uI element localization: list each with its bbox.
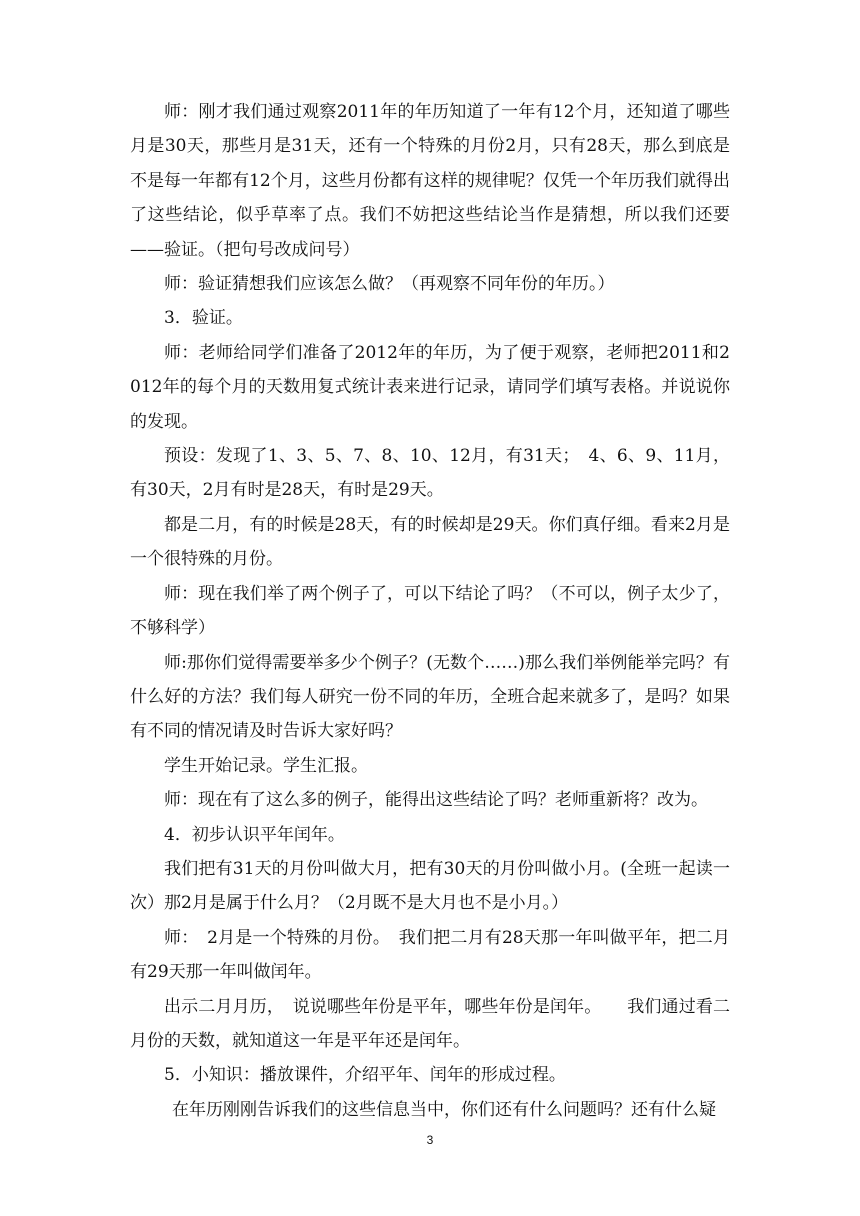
paragraph-conclusion-change: 师：现在有了这么多的例子，能得出这些结论了吗？老师重新将？改为。 xyxy=(164,790,708,811)
section-heading-leap-year: 4．初步认识平年闰年。 xyxy=(164,824,345,845)
paragraph-more-questions: 在年历刚刚告诉我们的这些信息当中，你们还有什么问题吗？还有什么疑 xyxy=(172,1099,716,1120)
paragraph-february-special: 都是二月，有的时候是28天，有的时候却是29天。你们真仔细。看来2月是一个很特殊的月份。 xyxy=(130,514,730,570)
paragraph-february-calendar: 出示二月月历， 说说哪些年份是平年，哪些年份是闰年。 我们通过看二月份的天数，就知道这一年是平年还是闰年。 xyxy=(130,996,730,1051)
paragraph-common-leap-definition: 师： 2月是一个特殊的月份。 我们把二月有28天那一年叫做平年，把二月有29天那一年叫做闰年。 xyxy=(130,927,730,983)
section-heading-knowledge: 5．小知识：播放课件，介绍平年、闰年的形成过程。 xyxy=(164,1065,566,1086)
paragraph-preset-findings: 预设：发现了1、3、5、7、8、10、12月，有31天； 4、6、9、11月，有30天，2月有时是28天，有时是29天。 xyxy=(130,446,730,501)
page-number: 3 xyxy=(426,1133,434,1147)
document-body xyxy=(130,95,730,1127)
paragraph-two-examples: 师：现在我们举了两个例子了，可以下结论了吗？（不可以，例子太少了，不够科学） xyxy=(130,583,730,639)
paragraph-students-record: 学生开始记录。学生汇报。 xyxy=(164,755,368,776)
paragraph-teacher-intro: 师：刚才我们通过观察2011年的年历知道了一年有12个月，还知道了哪些月是30天，那些月是31天，还有一个特殊的月份2月，只有28天，那么到底是不是每一年都有12个月，这些月份都有这样的规律呢？仅凭一个年历我们就得出了这些结论，似乎草率了点。我们不妨把这些结论当作是猜想，所以我们还要——验证。（把句号改成问号） xyxy=(130,102,730,260)
section-heading-verify: 3．验证。 xyxy=(164,308,243,329)
paragraph-verify-question: 师：验证猜想我们应该怎么做？（再观察不同年份的年历。） xyxy=(164,274,615,295)
paragraph-how-many-examples: 师:那你们觉得需要举多少个例子？(无数个……)那么我们举例能举完吗？有什么好的方法？我们每人研究一份不同的年历，全班合起来就多了，是吗？如果有不同的情况请及时告诉大家好吗？ xyxy=(130,652,730,742)
paragraph-2012-calendar: 师：老师给同学们准备了2012年的年历，为了便于观察，老师把2011和2012年的每个月的天数用复式统计表来进行记录，请同学们填写表格。并说说你的发现。 xyxy=(130,342,730,432)
paragraph-big-small-month: 我们把有31天的月份叫做大月，把有30天的月份叫做小月。(全班一起读一次）那2月是属于什么月？（2月既不是大月也不是小月。） xyxy=(130,858,730,914)
